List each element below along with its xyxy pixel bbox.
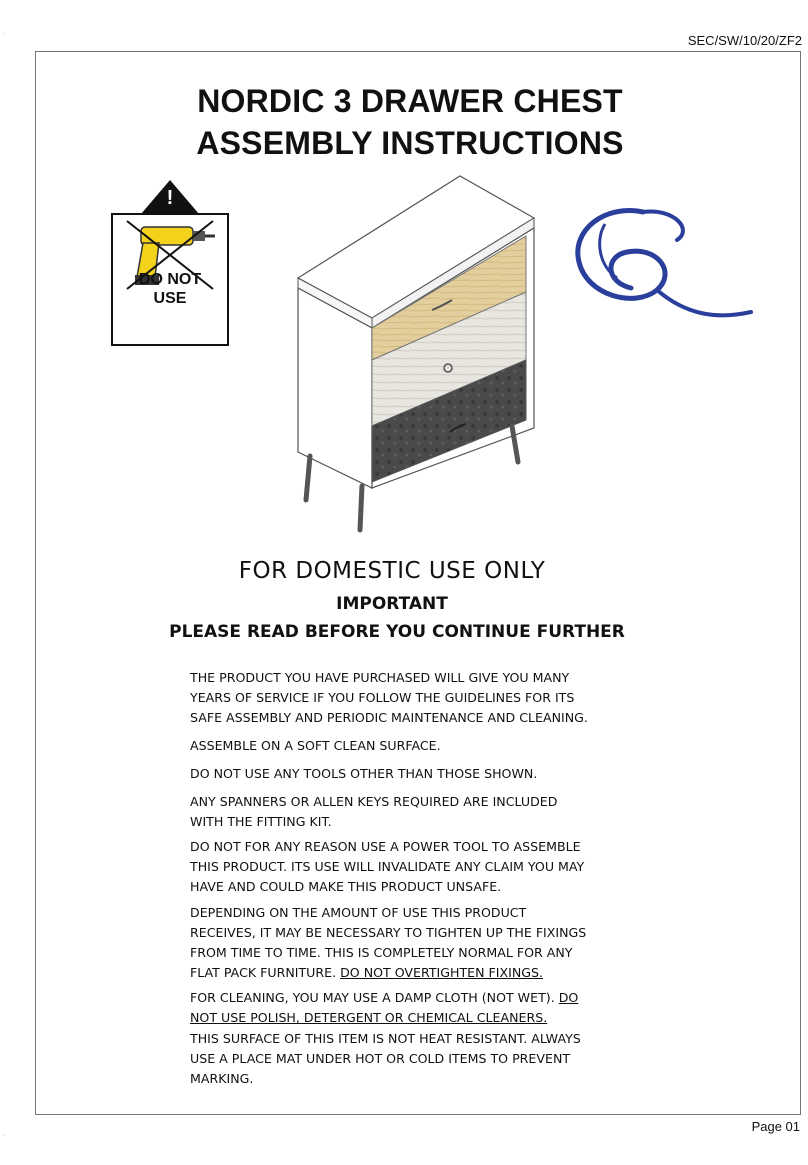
instruction-paragraph: DO NOT FOR ANY REASON USE A POWER TOOL TO ASSEMBLE THIS PRODUCT. ITS USE WILL INVALIDATE ANY CLAIM YOU MAY HAVE AND COULD MAKE THIS PRODUCT UNSAFE. [190, 839, 585, 894]
instruction-paragraph [190, 903, 630, 983]
instruction-paragraph: DO NOT USE ANY TOOLS OTHER THAN THOSE SHOWN. [190, 766, 538, 781]
domestic-use-heading: FOR DOMESTIC USE ONLY [238, 558, 546, 584]
warning-label-line-1: DO NOT [138, 271, 202, 288]
instruction-paragraph: ASSEMBLE ON A SOFT CLEAN SURFACE. [190, 738, 441, 753]
warning-label-line-2: USE [153, 290, 187, 307]
paragraph-text: DEPENDING ON THE AMOUNT OF USE THIS PRODUCT RECEIVES, IT MAY BE NECESSARY TO TIGHTEN UP THE FIXINGS FROM TIME TO TIME. THIS IS COMPLETELY NORMAL FOR ANY FLAT PACK FURNITURE. [190, 905, 587, 980]
warning-exclamation: ! [166, 187, 174, 209]
important-heading: IMPORTANT [336, 594, 448, 614]
page-number: Page 01 [751, 1119, 800, 1134]
power-tool-warning [111, 178, 229, 348]
instruction-paragraph [190, 988, 630, 1028]
title-line-2: ASSEMBLY INSTRUCTIONS [196, 125, 624, 161]
margin-mark: . [4, 30, 6, 36]
document-code: SEC/SW/10/20/ZF2 [687, 33, 802, 48]
please-read-heading: PLEASE READ BEFORE YOU CONTINUE FURTHER [169, 622, 625, 642]
page-title [140, 80, 680, 164]
cleaning-warning: DO NOT USE POLISH, DETERGENT OR CHEMICAL CLEANERS. [190, 990, 579, 1025]
paragraph-text: FOR CLEANING, YOU MAY USE A DAMP CLOTH (NOT WET). [190, 990, 559, 1005]
brand-logo [565, 200, 755, 330]
instruction-paragraph: ANY SPANNERS OR ALLEN KEYS REQUIRED ARE INCLUDED WITH THE FITTING KIT. [190, 794, 558, 829]
drawer-chest-illustration [290, 170, 540, 540]
title-line-1: NORDIC 3 DRAWER CHEST [197, 83, 623, 119]
instruction-paragraph: THIS SURFACE OF THIS ITEM IS NOT HEAT RESISTANT. ALWAYS USE A PLACE MAT UNDER HOT OR COLD ITEMS TO PREVENT MARKING. [190, 1031, 581, 1086]
instruction-paragraph: THE PRODUCT YOU HAVE PURCHASED WILL GIVE YOU MANY YEARS OF SERVICE IF YOU FOLLOW THE GUIDELINES FOR ITS SAFE ASSEMBLY AND PERIODIC MAINTENANCE AND CLEANING. [190, 670, 588, 725]
warning-label [111, 270, 229, 308]
overtighten-warning: DO NOT OVERTIGHTEN FIXINGS. [340, 965, 544, 980]
margin-mark: . [4, 1132, 6, 1138]
